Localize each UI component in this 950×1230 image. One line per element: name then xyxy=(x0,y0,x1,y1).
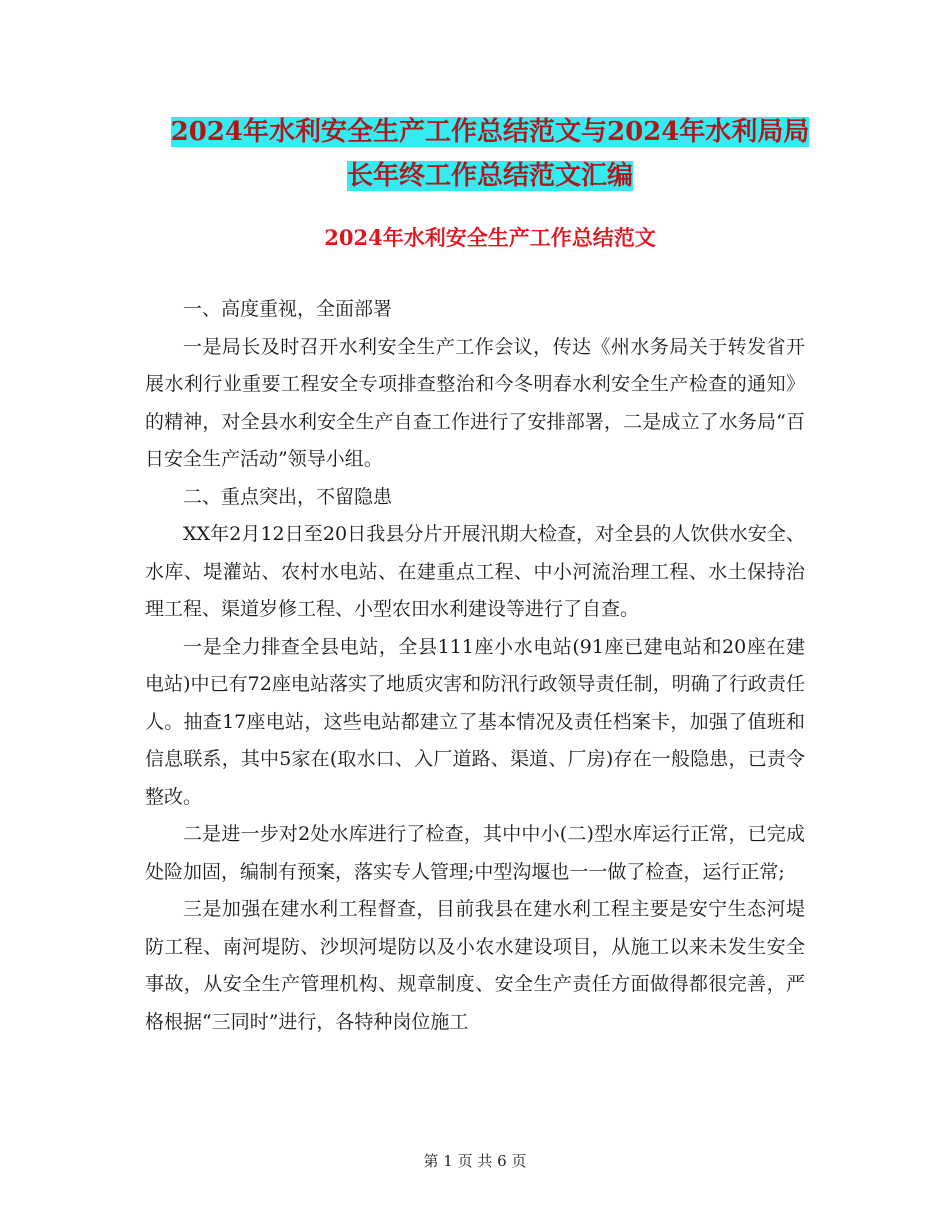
section-title: 2024年水利安全生产工作总结范文 xyxy=(324,225,656,250)
paragraph: XX年2月12日至20日我县分片开展汛期大检查，对全县的人饮供水安全、水库、堤灌站、农村水电站、在建重点工程、中小河流治理工程、水土保持治理工程、渠道岁修工程、小型农田水利建设等进行了自查。 xyxy=(145,523,805,620)
heading-1: 一、高度重视，全面部署 xyxy=(183,298,393,320)
document-body xyxy=(145,291,805,1041)
paragraph: 三是加强在建水利工程督查，目前我县在建水利工程主要是安宁生态河堤防工程、南河堤防、沙坝河堤防以及小农水建设项目，从施工以来未发生安全事故，从安全生产管理机构、规章制度、安全生产责任方面做得都很完善，严格根据“三同时”进行，各特种岗位施工 xyxy=(145,898,805,1033)
paragraph: 一是局长及时召开水利安全生产工作会议，传达《州水务局关于转发省开展水利行业重要工程安全专项排查整治和今冬明春水利安全生产检查的通知》的精神，对全县水利安全生产自查工作进行了安排部署，二是成立了水务局“百日安全生产活动”领导小组。 xyxy=(145,335,805,470)
document-title-line-2 xyxy=(140,156,840,196)
page-number-footer: 第 1 页 共 6 页 xyxy=(423,1152,527,1170)
title-highlight: 2024年水利安全生产工作总结范文与2024年水利局局 xyxy=(170,117,810,147)
paragraph: 二是进一步对2处水库进行了检查，其中中小(二)型水库运行正常，已完成处险加固，编制有预案，落实专人管理;中型沟堰也一一做了检查，运行正常; xyxy=(145,823,805,883)
paragraph: 一是全力排查全县电站，全县111座小水电站(91座已建电站和20座在建电站)中已有72座电站落实了地质灾害和防汛行政领导责任制，明确了行政责任人。抽查17座电站，这些电站都建立了基本情况及责任档案卡，加强了值班和信息联系，其中5家在(取水口、入厂道路、渠道、厂房)存在一般隐患，已责令整改。 xyxy=(145,635,805,808)
heading-2: 二、重点突出，不留隐患 xyxy=(183,485,393,508)
document-title-line-1 xyxy=(140,112,840,152)
title-highlight: 长年终工作总结范文汇编 xyxy=(346,161,633,191)
